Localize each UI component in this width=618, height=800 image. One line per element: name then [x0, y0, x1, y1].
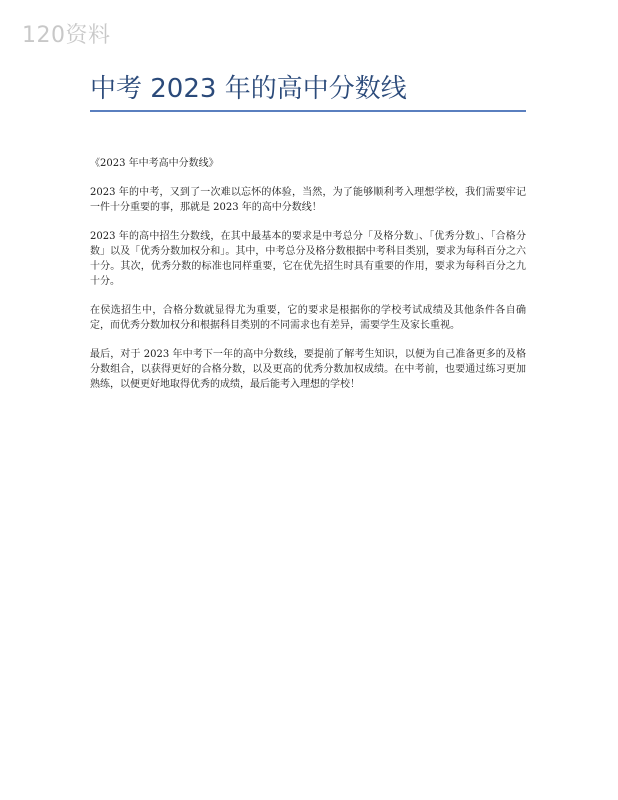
document-page: [90, 72, 526, 406]
title-underline: [90, 110, 526, 112]
paragraph-score-requirements: 2023 年的高中招生分数线，在其中最基本的要求是中考总分「及格分数」、「优秀分数」、「合格分数」以及「优秀分数加权分和」。其中，中考总分及格分数根据中考科目类别，要求为每科百分之六十分。其次，优秀分数的标准也同样重要，它在优先招生时具有重要的作用，要求为每科百分之九十分。: [90, 231, 526, 287]
paragraph-intro: 2023 年的中考，又到了一次难以忘怀的体验，当然，为了能够顺利考入理想学校，我们需要牢记一件十分重要的事，那就是 2023 年的高中分数线！: [90, 187, 526, 213]
page-title: 中考 2023 年的高中分数线: [90, 74, 407, 104]
paragraph-candidate-admission: 在侯选招生中，合格分数就显得尤为重要，它的要求是根据你的学校考试成绩及其他条件各自确定，而优秀分数加权分和根据科目类别的不同需求也有差异，需要学生及家长重视。: [90, 305, 526, 331]
watermark-logo: 120资料: [22, 23, 111, 48]
paragraph-subtitle: 《2023 年中考高中分数线》: [90, 158, 219, 169]
paragraph-conclusion: 最后，对于 2023 年中考下一年的高中分数线，要提前了解考生知识，以便为自己准备更多的及格分数组合，以获得更好的合格分数，以及更高的优秀分数加权成绩。在中考前，也要通过练习更加熟练，以便更好地取得优秀的成绩，最后能考入理想的学校！: [90, 349, 526, 390]
